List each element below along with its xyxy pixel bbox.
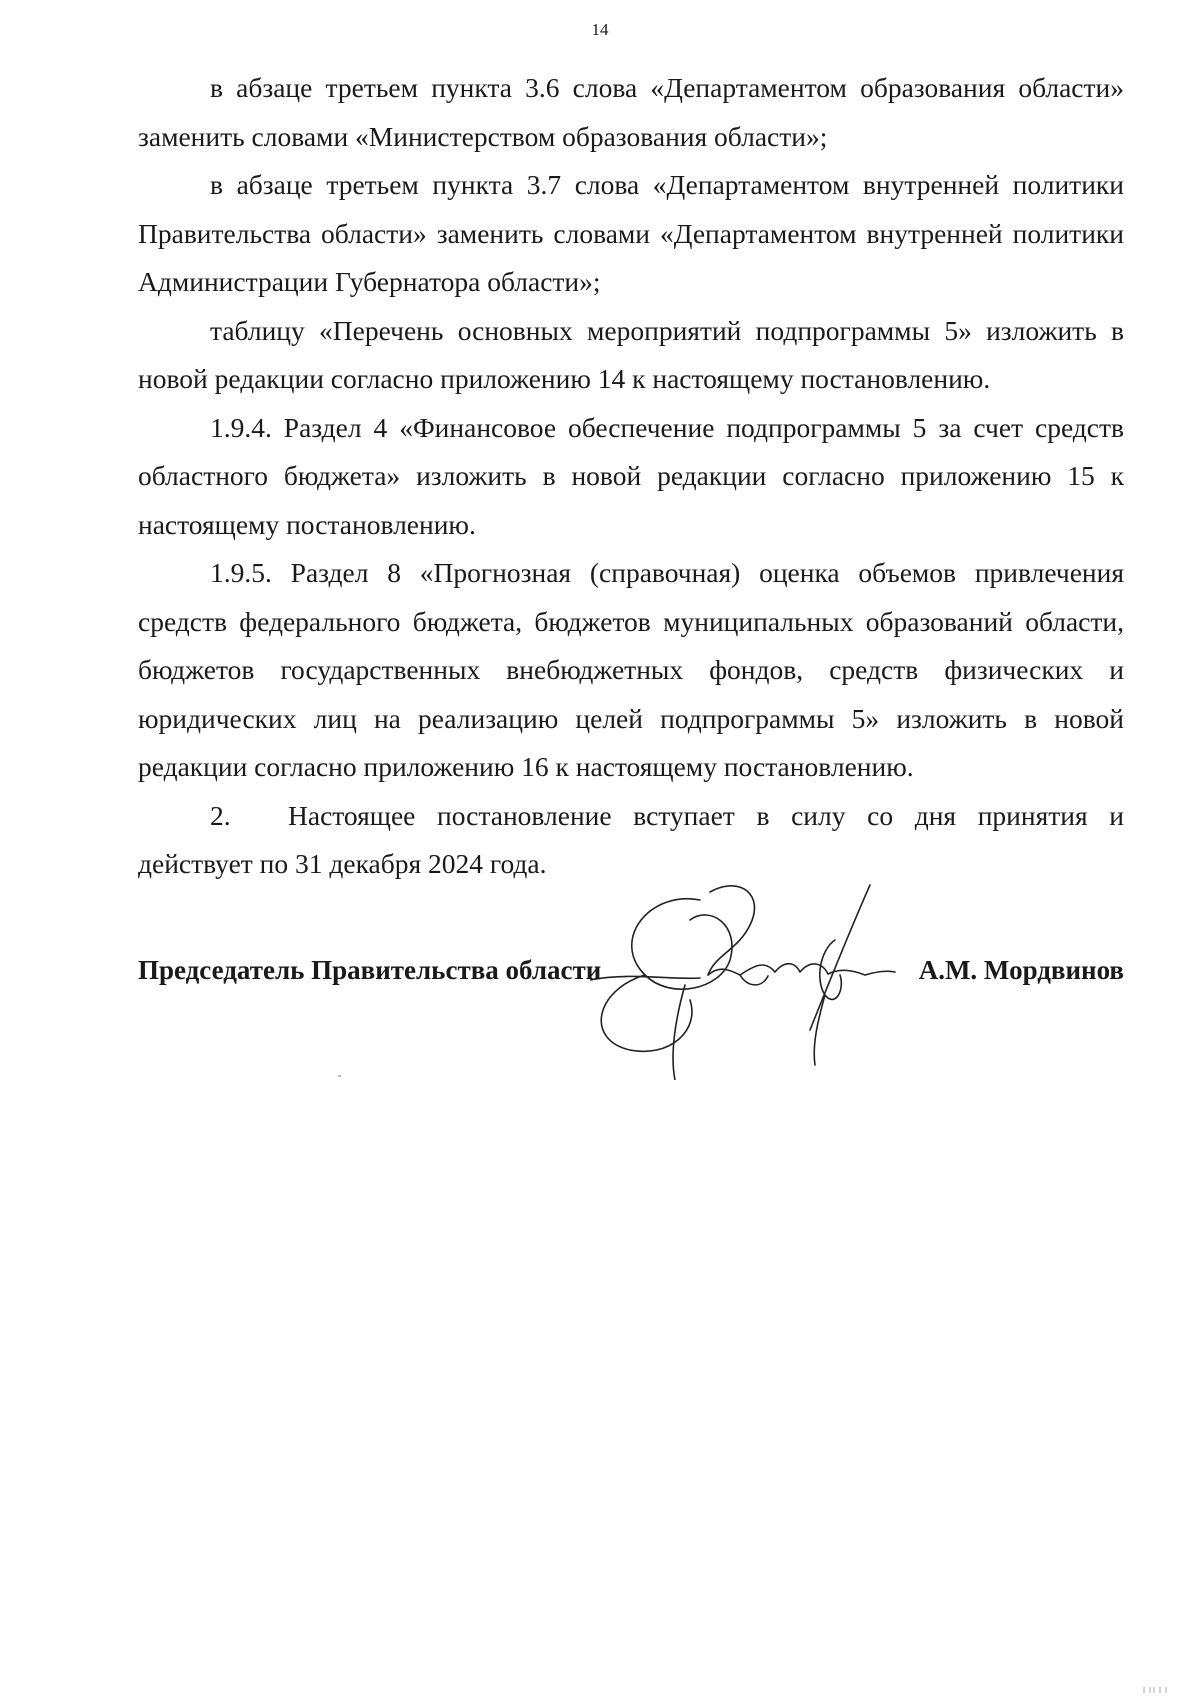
document-body xyxy=(138,64,1124,889)
signatory-position: Председатель Правительства области xyxy=(138,955,602,985)
paragraph: в абзаце третьем пункта 3.6 слова «Департаментом образования области» заменить словами «Министерством образования области»; xyxy=(138,72,1124,152)
paragraph: таблицу «Перечень основных мероприятий подпрограммы 5» изложить в новой редакции согласно приложению 14 к настоящему постановлению. xyxy=(138,314,1124,394)
paragraph: 1.9.4. Раздел 4 «Финансовое обеспечение подпрограммы 5 за счет средств областного бюджета» изложить в новой редакции согласно приложению 15 к настоящему постановлению. xyxy=(138,411,1124,540)
scan-speck xyxy=(338,1075,341,1077)
signature-block xyxy=(138,955,1124,995)
final-item-number: 2. xyxy=(210,799,231,831)
page-number: 14 xyxy=(591,20,609,39)
paragraph: в абзаце третьем пункта 3.7 слова «Департаментом внутренней политики Правительства области» заменить словами «Департаментом внутренней политики Администрации Губернатора области»; xyxy=(138,169,1124,297)
signatory-name: А.М. Мордвинов xyxy=(918,955,1124,985)
final-item xyxy=(138,792,1124,889)
final-item-text: Настоящее постановление вступает в силу со дня принятия и действует по 31 декабря 2024 года. xyxy=(138,799,1124,879)
scan-artifact xyxy=(1142,1687,1178,1693)
paragraph: 1.9.5. Раздел 8 «Прогнозная (справочная) оценка объемов привлечения средств федерального бюджета, бюджетов муниципальных образований области, бюджетов государственных внебюджетных фондов, средств физических и юридических лиц на реализацию целей подпрограммы 5» изложить в новой редакции согласно приложению 16 к настоящему постановлению. xyxy=(138,557,1124,782)
